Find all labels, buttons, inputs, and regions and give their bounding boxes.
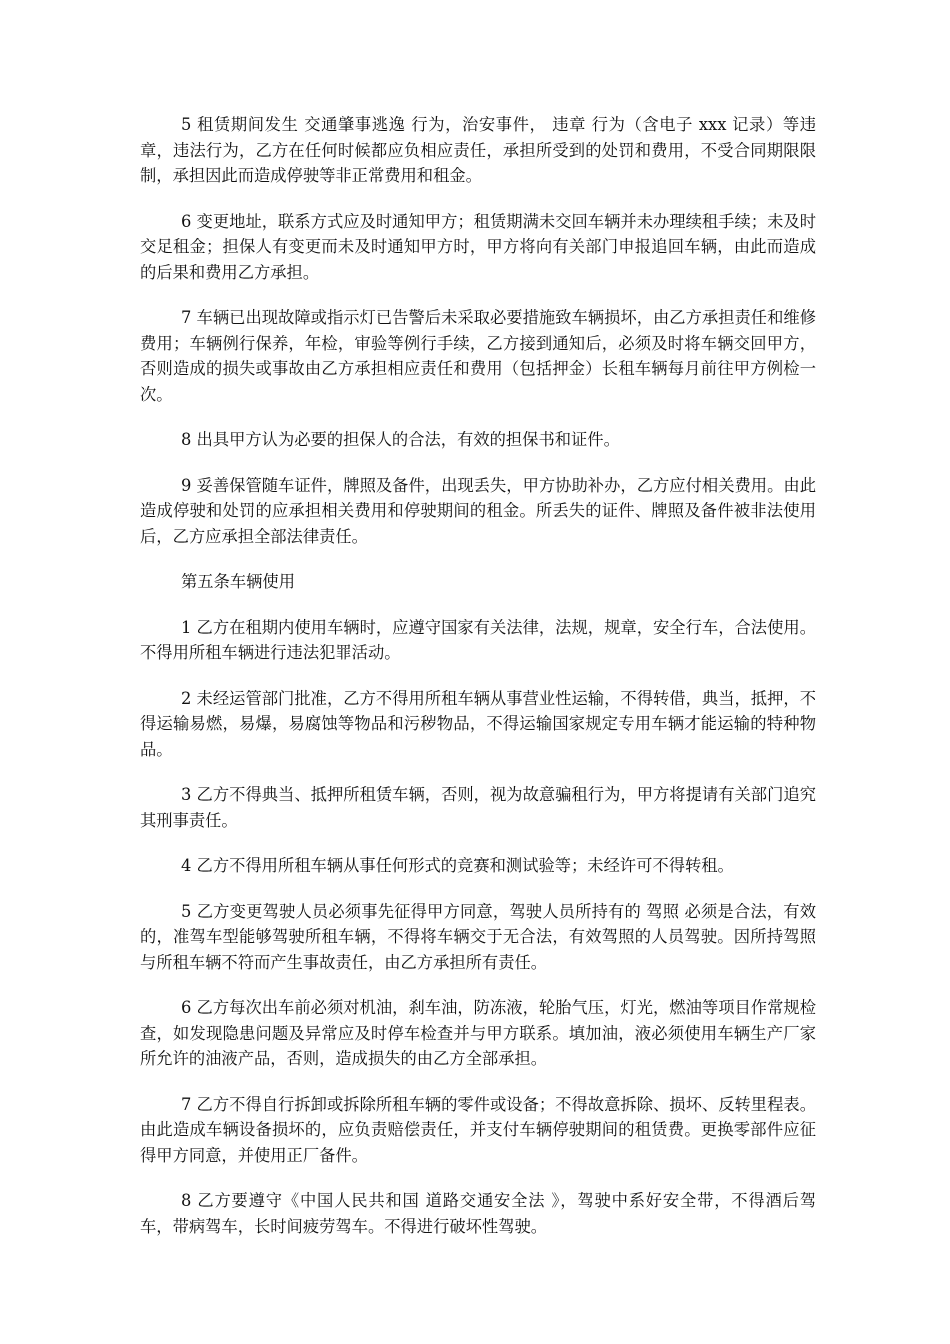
clause-5-item-4: 4 乙方不得用所租车辆从事任何形式的竞赛和测试验等；未经许可不得转租。 — [181, 856, 734, 875]
clause-4-item-7: 7 车辆已出现故障或指示灯已告警后未采取必要措施致车辆损坏，由乙方承担责任和维修费用；车辆例行保养，年检，审验等例行手续，乙方接到通知后，必须及时将车辆交回甲方，否则造成的损失或事故由乙方承担相应责任和费用（包括押金）长租车辆每月前往甲方例检一次。 — [140, 308, 816, 404]
clause-5-item-7: 7 乙方不得自行拆卸或拆除所租车辆的零件或设备；不得故意拆除、损坏、反转里程表。由此造成车辆设备损坏的，应负责赔偿责任，并支付车辆停驶期间的租赁费。更换零部件应征得甲方同意，并使用正厂备件。 — [140, 1094, 816, 1165]
clause-4-item-9: 9 妥善保管随车证件，牌照及备件，出现丢失，甲方协助补办，乙方应付相关费用。由此造成停驶和处罚的应承担相关费用和停驶期间的租金。所丢失的证件、牌照及备件被非法使用后，乙方应承担全部法律责任。 — [140, 475, 816, 546]
clause-4-item-5: 5 租赁期间发生 交通肇事逃逸 行为，治安事件， 违章 行为（含电子 xxx 记录）等违章，违法行为，乙方在任何时候都应负相应责任，承担所受到的处罚和费用，不受合同期限限制，承担因此而造成停驶等非正常费用和租金。 — [140, 115, 816, 185]
document-page — [140, 112, 816, 1259]
section-heading-vehicle-use: 第五条车辆使用 — [181, 572, 295, 591]
clause-4-item-6: 6 变更地址，联系方式应及时通知甲方；租赁期满未交回车辆并未办理续租手续；未及时交足租金；担保人有变更而未及时通知甲方时，甲方将向有关部门申报追回车辆，由此而造成的后果和费用乙方承担。 — [140, 211, 816, 282]
clause-5-item-1: 1 乙方在租期内使用车辆时，应遵守国家有关法律，法规，规章，安全行车，合法使用。不得用所租车辆进行违法犯罪活动。 — [140, 617, 816, 662]
clause-5-item-6: 6 乙方每次出车前必须对机油，刹车油，防冻液，轮胎气压，灯光，燃油等项目作常规检查，如发现隐患问题及异常应及时停车检查并与甲方联系。填加油，液必须使用车辆生产厂家所允许的油液产品，否则，造成损失的由乙方全部承担。 — [140, 998, 816, 1068]
clause-5-item-2: 2 未经运管部门批准，乙方不得用所租车辆从事营业性运输，不得转借，典当，抵押，不得运输易燃，易爆，易腐蚀等物品和污秽物品，不得运输国家规定专用车辆才能运输的特种物品。 — [140, 688, 816, 759]
clause-5-item-3: 3 乙方不得典当、抵押所租赁车辆，否则，视为故意骗租行为，甲方将提请有关部门追究其刑事责任。 — [140, 785, 816, 830]
clause-5-item-8: 8 乙方要遵守《中国人民共和国 道路交通安全法 》，驾驶中系好安全带，不得酒后驾车，带病驾车，长时间疲劳驾车。不得进行破坏性驾驶。 — [140, 1191, 816, 1236]
clause-4-item-8: 8 出具甲方认为必要的担保人的合法，有效的担保书和证件。 — [181, 430, 620, 449]
clause-5-item-5: 5 乙方变更驾驶人员必须事先征得甲方同意，驾驶人员所持有的 驾照 必须是合法，有效的，准驾车型能够驾驶所租车辆，不得将车辆交于无合法，有效驾照的人员驾驶。因所持驾照与所租车辆不符而产生事故责任，由乙方承担所有责任。 — [140, 901, 816, 972]
